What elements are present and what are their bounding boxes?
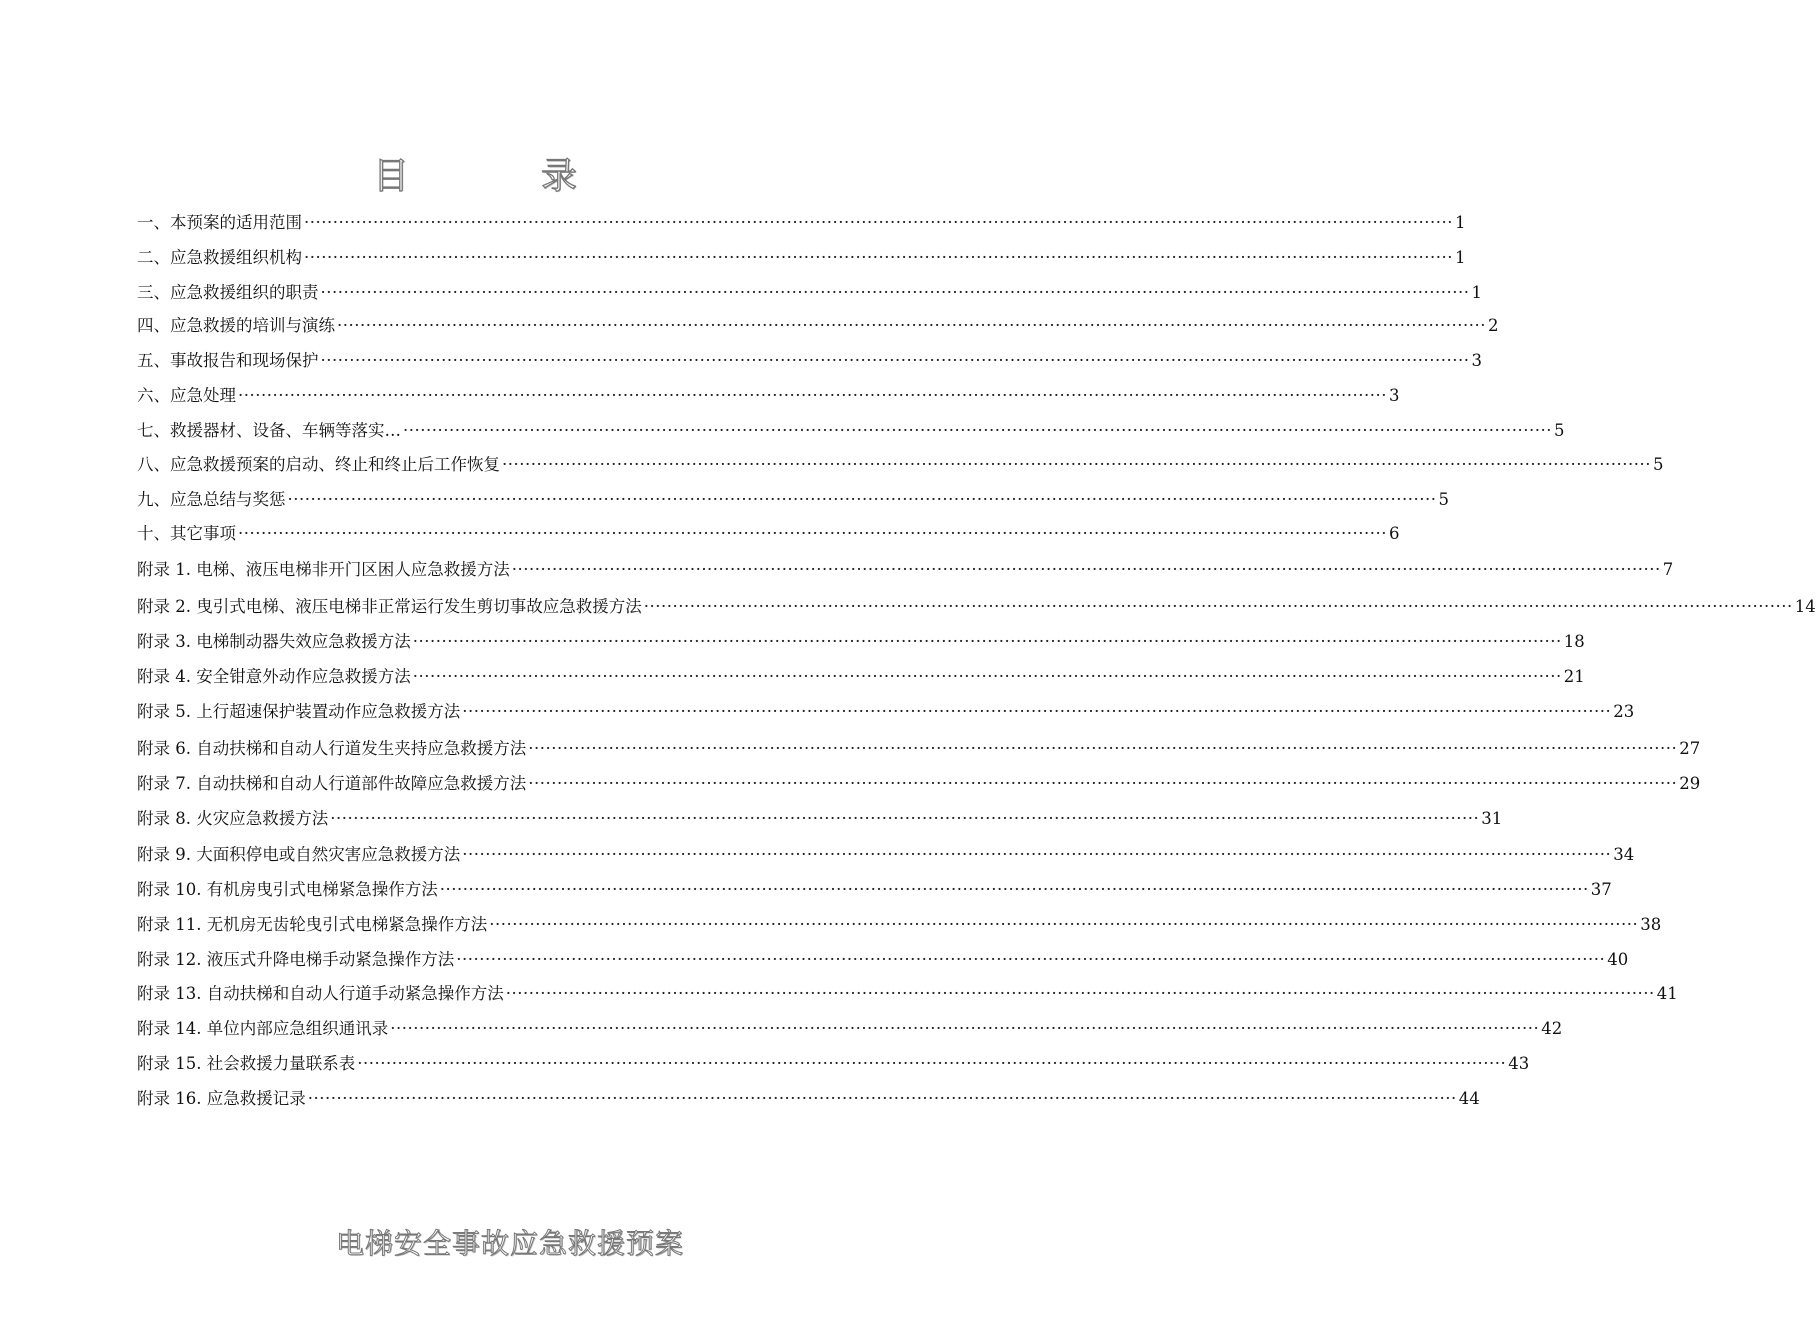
toc-entry-page-number: 37 bbox=[1590, 880, 1612, 899]
toc-entry-page-number: 42 bbox=[1541, 1019, 1563, 1038]
toc-entry[interactable] bbox=[137, 519, 1400, 549]
toc-dot-leader: ········································································································································································································ bbox=[403, 421, 1552, 440]
toc-entry-label: 四、应急救援的培训与演练 bbox=[137, 316, 335, 335]
toc-dot-leader: ········································································································································································································ bbox=[390, 1019, 1540, 1038]
toc-entry-page-number: 5 bbox=[1652, 455, 1664, 474]
toc-entry[interactable] bbox=[137, 381, 1400, 411]
toc-entry-label: 附录 15. 社会救援力量联系表 bbox=[137, 1054, 356, 1073]
toc-entry-label: 一、本预案的适用范围 bbox=[137, 213, 302, 232]
toc-entry-page-number: 34 bbox=[1613, 845, 1635, 864]
toc-entry[interactable] bbox=[137, 627, 1585, 657]
document-title-footer: 电梯安全事故应急救援预案 bbox=[335, 1227, 684, 1260]
toc-entry[interactable] bbox=[137, 278, 1482, 308]
toc-dot-leader: ········································································································································································································ bbox=[511, 560, 1661, 579]
toc-entry[interactable] bbox=[137, 1084, 1480, 1114]
toc-entry-label: 附录 6. 自动扶梯和自动人行道发生夹持应急救援方法 bbox=[137, 739, 527, 758]
toc-entry[interactable] bbox=[137, 592, 1816, 622]
toc-entry-page-number: 5 bbox=[1553, 421, 1565, 440]
toc-entry-page-number: 1 bbox=[1454, 248, 1466, 267]
toc-entry-page-number: 21 bbox=[1563, 667, 1585, 686]
toc-dot-leader: ········································································································································································································ bbox=[412, 632, 1562, 651]
toc-entry-page-number: 43 bbox=[1508, 1054, 1530, 1073]
toc-entry-label: 七、救援器材、设备、车辆等落实… bbox=[137, 421, 401, 440]
toc-entry-label: 二、应急救援组织机构 bbox=[137, 248, 302, 267]
toc-entry-page-number: 31 bbox=[1481, 809, 1503, 828]
toc-entry-page-number: 44 bbox=[1458, 1089, 1480, 1108]
toc-entry-label: 附录 13. 自动扶梯和自动人行道手动紧急操作方法 bbox=[137, 984, 504, 1003]
toc-dot-leader: ········································································································································································································ bbox=[412, 667, 1562, 686]
toc-entry[interactable] bbox=[137, 840, 1635, 870]
toc-entry-label: 附录 14. 单位内部应急组织通讯录 bbox=[137, 1019, 389, 1038]
toc-entry[interactable] bbox=[137, 243, 1466, 273]
toc-entry[interactable] bbox=[137, 450, 1664, 480]
toc-entry-label: 附录 5. 上行超速保护装置动作应急救援方法 bbox=[137, 702, 461, 721]
toc-entry-label: 九、应急总结与奖惩 bbox=[137, 490, 286, 509]
toc-entry-label: 附录 16. 应急救援记录 bbox=[137, 1089, 306, 1108]
toc-entry[interactable] bbox=[137, 1014, 1563, 1044]
toc-entry-label: 附录 7. 自动扶梯和自动人行道部件故障应急救援方法 bbox=[137, 774, 527, 793]
toc-entry-page-number: 2 bbox=[1487, 316, 1499, 335]
toc-entry-label: 附录 4. 安全钳意外动作应急救援方法 bbox=[137, 667, 411, 686]
toc-entry-page-number: 3 bbox=[1471, 351, 1482, 370]
toc-entry[interactable] bbox=[137, 875, 1612, 905]
toc-entry-label: 附录 3. 电梯制动器失效应急救援方法 bbox=[137, 632, 411, 651]
toc-entry[interactable] bbox=[137, 979, 1678, 1009]
toc-dot-leader: ········································································································································································································ bbox=[439, 880, 1589, 899]
toc-entry[interactable] bbox=[137, 697, 1635, 727]
toc-entry-page-number: 18 bbox=[1563, 632, 1585, 651]
toc-entry[interactable] bbox=[137, 311, 1499, 341]
toc-entry-page-number: 1 bbox=[1471, 283, 1482, 302]
toc-dot-leader: ········································································································································································································ bbox=[320, 283, 1470, 302]
toc-dot-leader: ········································································································································································································ bbox=[287, 490, 1437, 509]
toc-entry[interactable] bbox=[137, 1049, 1530, 1079]
toc-entry[interactable] bbox=[137, 485, 1449, 515]
toc-entry[interactable] bbox=[137, 662, 1585, 692]
toc-entry-page-number: 38 bbox=[1640, 915, 1662, 934]
toc-entry-label: 附录 1. 电梯、液压电梯非开门区困人应急救援方法 bbox=[137, 560, 510, 579]
toc-entry-label: 十、其它事项 bbox=[137, 524, 236, 543]
toc-dot-leader: ········································································································································································································ bbox=[304, 248, 1453, 267]
toc-entry-label: 附录 8. 火灾应急救援方法 bbox=[137, 809, 329, 828]
toc-entry[interactable] bbox=[137, 910, 1662, 940]
toc-entry-page-number: 6 bbox=[1388, 524, 1400, 543]
toc-entry[interactable] bbox=[137, 416, 1565, 446]
toc-dot-leader: ········································································································································································································ bbox=[330, 809, 1480, 828]
toc-dot-leader: ········································································································································································································ bbox=[505, 984, 1655, 1003]
toc-entry[interactable] bbox=[137, 208, 1466, 238]
toc-entry-label: 八、应急救援预案的启动、终止和终止后工作恢复 bbox=[137, 455, 500, 474]
toc-entry-page-number: 14 bbox=[1794, 597, 1816, 616]
toc-dot-leader: ········································································································································································································ bbox=[307, 1089, 1457, 1108]
toc-entry-page-number: 5 bbox=[1438, 490, 1449, 509]
toc-entry-label: 三、应急救援组织的职责 bbox=[137, 283, 319, 302]
toc-title: 目 录 bbox=[372, 156, 625, 197]
toc-dot-leader: ········································································································································································································ bbox=[320, 351, 1470, 370]
toc-entry-page-number: 23 bbox=[1613, 702, 1635, 721]
toc-entry-page-number: 7 bbox=[1662, 560, 1674, 579]
toc-entry-page-number: 1 bbox=[1454, 213, 1466, 232]
toc-dot-leader: ········································································································································································································ bbox=[462, 702, 1612, 721]
toc-entry[interactable] bbox=[137, 734, 1701, 764]
toc-dot-leader: ········································································································································································································ bbox=[456, 950, 1606, 969]
toc-entry-label: 五、事故报告和现场保护 bbox=[137, 351, 319, 370]
toc-entry-label: 附录 11. 无机房无齿轮曳引式电梯紧急操作方法 bbox=[137, 915, 488, 934]
toc-entry-label: 附录 10. 有机房曳引式电梯紧急操作方法 bbox=[137, 880, 438, 899]
toc-dot-leader: ········································································································································································································ bbox=[357, 1054, 1507, 1073]
toc-entry[interactable] bbox=[137, 555, 1674, 585]
toc-dot-leader: ········································································································································································································ bbox=[502, 455, 1651, 474]
toc-dot-leader: ········································································································································································································ bbox=[528, 774, 1678, 793]
toc-entry-page-number: 40 bbox=[1607, 950, 1629, 969]
toc-dot-leader: ········································································································································································································ bbox=[304, 213, 1453, 232]
toc-entry-label: 附录 2. 曳引式电梯、液压电梯非正常运行发生剪切事故应急救援方法 bbox=[137, 597, 642, 616]
toc-dot-leader: ········································································································································································································ bbox=[238, 386, 1387, 405]
toc-entry-page-number: 3 bbox=[1388, 386, 1400, 405]
toc-entry-label: 六、应急处理 bbox=[137, 386, 236, 405]
toc-dot-leader: ········································································································································································································ bbox=[238, 524, 1387, 543]
toc-entry[interactable] bbox=[137, 346, 1482, 376]
toc-dot-leader: ········································································································································································································ bbox=[643, 597, 1793, 616]
toc-entry-label: 附录 9. 大面积停电或自然灾害应急救援方法 bbox=[137, 845, 461, 864]
toc-entry-page-number: 29 bbox=[1679, 774, 1701, 793]
toc-entry-page-number: 41 bbox=[1656, 984, 1678, 1003]
toc-entry[interactable] bbox=[137, 804, 1503, 834]
toc-dot-leader: ········································································································································································································ bbox=[337, 316, 1486, 335]
toc-entry[interactable] bbox=[137, 945, 1629, 975]
toc-entry-label: 附录 12. 液压式升降电梯手动紧急操作方法 bbox=[137, 950, 455, 969]
toc-dot-leader: ········································································································································································································ bbox=[528, 739, 1678, 758]
toc-entry-page-number: 27 bbox=[1679, 739, 1701, 758]
toc-entry[interactable] bbox=[137, 769, 1701, 799]
toc-dot-leader: ········································································································································································································ bbox=[489, 915, 1639, 934]
toc-dot-leader: ········································································································································································································ bbox=[462, 845, 1612, 864]
